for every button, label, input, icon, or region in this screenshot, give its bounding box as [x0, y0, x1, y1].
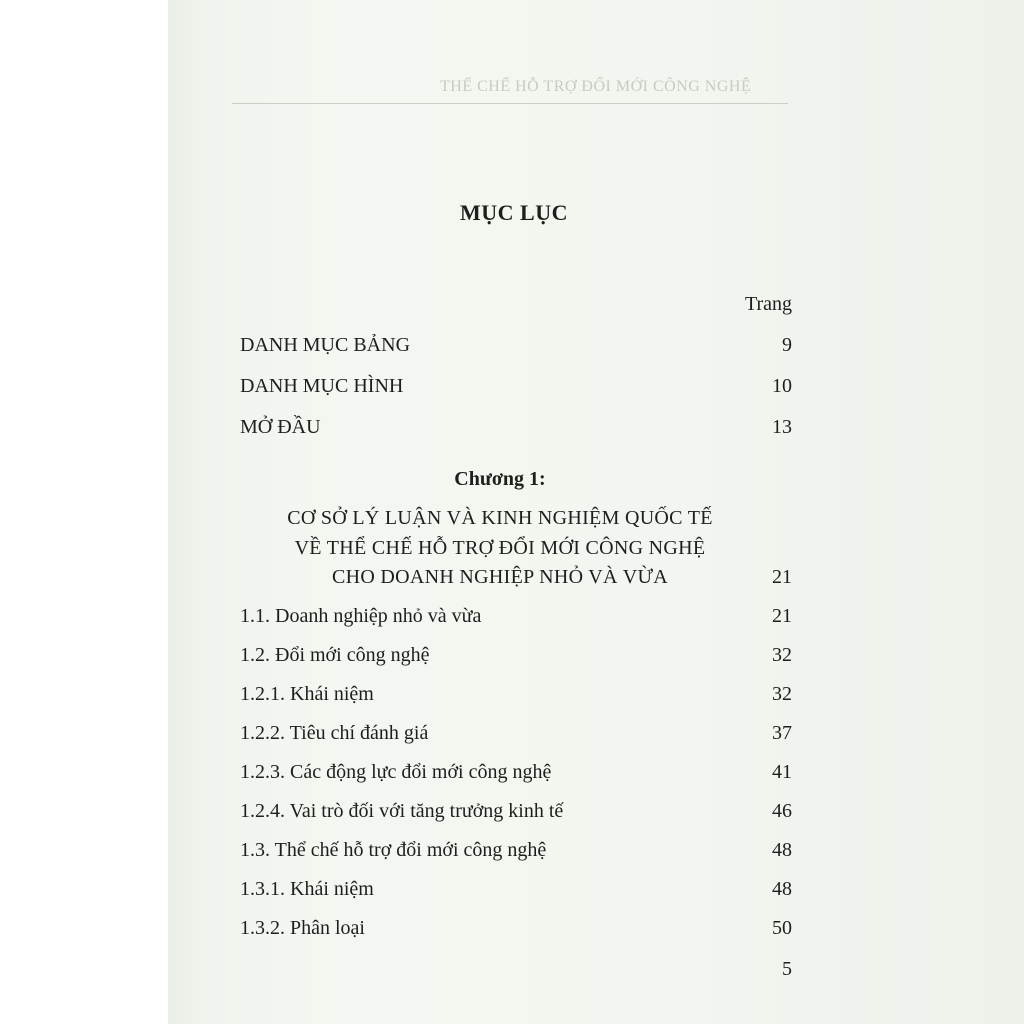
toc-section-label: 1.3.1. Khái niệm — [240, 878, 374, 900]
bleed-through-header: THỂ CHẾ HỖ TRỢ ĐỔI MỚI CÔNG NGHỆ — [440, 78, 752, 95]
toc-title: MỤC LỤC — [460, 200, 568, 225]
toc-section-label: 1.2.4. Vai trò đối với tăng trưởng kinh tế — [240, 800, 564, 822]
toc-section-label: 1.3. Thể chế hỗ trợ đổi mới công nghệ — [240, 839, 547, 861]
toc-entry-page: 10 — [772, 375, 792, 397]
toc-section-page: 32 — [772, 683, 792, 705]
toc-section-page: 46 — [772, 800, 792, 822]
bleed-through-rule — [232, 103, 788, 104]
toc-entry-label: MỞ ĐẦU — [240, 416, 321, 438]
toc-section-label: 1.2.1. Khái niệm — [240, 683, 374, 705]
page-column-label: Trang — [744, 293, 792, 315]
toc-section-label: 1.2.2. Tiêu chí đánh giá — [240, 722, 429, 744]
page-number: 5 — [782, 958, 792, 980]
toc-section-page: 41 — [772, 761, 792, 783]
toc-entry-page: 13 — [772, 416, 792, 438]
toc-section-page: 48 — [772, 878, 792, 900]
chapter-title-line: VỀ THỂ CHẾ HỖ TRỢ ĐỔI MỚI CÔNG NGHỆ — [294, 537, 706, 559]
toc-section-label: 1.3.2. Phân loại — [240, 917, 365, 939]
toc-section-page: 32 — [772, 644, 792, 666]
chapter-page: 21 — [772, 566, 792, 588]
toc-section-label: 1.2.3. Các động lực đổi mới công nghệ — [240, 761, 552, 783]
toc-section-page: 50 — [772, 917, 792, 939]
toc-section-page: 21 — [772, 605, 792, 627]
toc-section-label: 1.2. Đổi mới công nghệ — [240, 644, 430, 666]
toc-section-label: 1.1. Doanh nghiệp nhỏ và vừa — [240, 605, 482, 627]
toc-entry-page: 9 — [782, 334, 792, 356]
chapter-title-line: CHO DOANH NGHIỆP NHỎ VÀ VỪA — [331, 566, 669, 588]
toc-section-page: 48 — [772, 839, 792, 861]
toc-entry-label: DANH MỤC HÌNH — [240, 375, 404, 397]
chapter-title-line: CƠ SỞ LÝ LUẬN VÀ KINH NGHIỆM QUỐC TẾ — [287, 507, 713, 529]
toc-section-page: 37 — [772, 722, 792, 744]
toc-entry-label: DANH MỤC BẢNG — [240, 334, 411, 356]
chapter-heading: Chương 1: — [454, 468, 546, 490]
